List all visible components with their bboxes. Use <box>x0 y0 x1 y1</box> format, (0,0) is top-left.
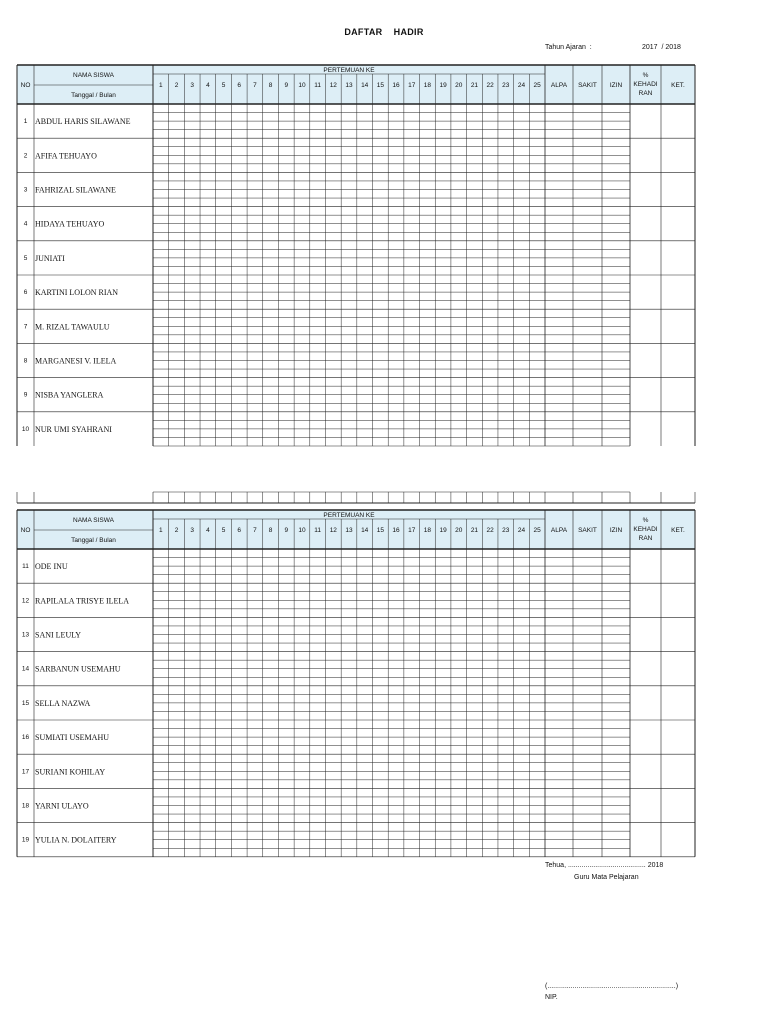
student-number: 9 <box>23 391 28 399</box>
student-number: 6 <box>23 289 28 297</box>
header-meeting-number: 14 <box>361 82 369 89</box>
header-meeting-number: 25 <box>533 527 541 534</box>
header-meeting-number: 12 <box>329 82 337 89</box>
header-meeting-number: 7 <box>253 82 257 89</box>
student-name: SUMIATI USEMAHU <box>35 733 110 743</box>
student-name: M. RIZAL TAWAULU <box>35 322 110 332</box>
attendance-table-1 <box>17 65 695 446</box>
attendance-table-2 <box>17 510 695 857</box>
student-name: YULIA N. DOLAITERY <box>35 835 117 845</box>
header-meeting-number: 4 <box>206 527 210 534</box>
header-meeting-number: 12 <box>329 527 337 534</box>
header-nama-siswa: NAMA SISWA <box>73 72 114 79</box>
student-name: FAHRIZAL SILAWANE <box>35 185 116 195</box>
student-number: 16 <box>21 734 30 742</box>
header-meeting-number: 17 <box>408 527 416 534</box>
header-meeting-number: 23 <box>502 82 510 89</box>
header-meeting-number: 13 <box>345 527 353 534</box>
header-meeting-number: 9 <box>284 527 289 534</box>
student-name: NUR UMI SYAHRANI <box>35 424 112 434</box>
student-name: HIDAYA TEHUAYO <box>35 219 105 229</box>
header-meeting-number: 1 <box>159 82 163 89</box>
student-number: 15 <box>21 699 30 707</box>
header-kehadiran-line2: KEHADI <box>633 526 658 533</box>
page-break-strip <box>17 492 695 503</box>
student-number: 13 <box>21 631 30 639</box>
student-number: 8 <box>23 357 28 365</box>
header-pertemuan-ke: PERTEMUAN KE <box>323 67 375 74</box>
student-number: 4 <box>23 220 28 228</box>
student-number: 17 <box>21 768 30 776</box>
header-meeting-number: 5 <box>221 82 226 89</box>
header-meeting-number: 13 <box>345 82 353 89</box>
header-kehadiran-line2: KEHADI <box>633 81 658 88</box>
header-meeting-number: 10 <box>298 527 306 534</box>
student-number: 3 <box>23 186 28 194</box>
header-meeting-number: 8 <box>268 82 273 89</box>
header-meeting-number: 4 <box>206 82 210 89</box>
header-tanggal-bulan: Tanggal / Bulan <box>71 92 116 99</box>
header-meeting-number: 24 <box>517 82 526 89</box>
header-meeting-number: 15 <box>376 82 384 89</box>
student-number: 5 <box>23 254 28 262</box>
header-meeting-number: 19 <box>439 82 447 89</box>
header-kehadiran-line3: RAN <box>638 90 653 97</box>
header-meeting-number: 11 <box>314 527 322 534</box>
student-number: 2 <box>23 152 28 160</box>
student-name: JUNIATI <box>35 253 65 263</box>
header-meeting-number: 24 <box>517 527 526 534</box>
student-number: 18 <box>21 802 30 810</box>
student-number: 12 <box>21 597 30 605</box>
student-name: YARNI ULAYO <box>35 801 89 811</box>
header-meeting-number: 22 <box>486 527 494 534</box>
header-kehadiran-percent: % <box>642 517 649 524</box>
teacher-role: Guru Mata Pelajaran <box>574 874 639 881</box>
student-number: 10 <box>21 425 30 433</box>
place-date: Tehua, ........................................ 2018 <box>545 862 664 869</box>
header-meeting-number: 22 <box>486 82 494 89</box>
header-izin: IZIN <box>609 82 623 89</box>
header-meeting-number: 23 <box>502 527 510 534</box>
student-number: 11 <box>22 563 29 571</box>
student-number: 7 <box>23 323 28 331</box>
header-kehadiran-percent: % <box>642 72 649 79</box>
student-name: SELLA NAZWA <box>35 698 91 708</box>
header-meeting-number: 3 <box>190 527 195 534</box>
header-meeting-number: 5 <box>221 527 226 534</box>
header-meeting-number: 25 <box>533 82 541 89</box>
tahun-ajaran-label: Tahun Ajaran : <box>545 44 592 51</box>
student-name: SANI LEULY <box>35 630 82 640</box>
header-meeting-number: 6 <box>237 82 242 89</box>
student-name: NISBA YANGLERA <box>35 390 104 400</box>
student-name: SARBANUN USEMAHU <box>35 664 121 674</box>
header-izin: IZIN <box>609 527 623 534</box>
nip-label: NIP. <box>545 994 558 1001</box>
header-meeting-number: 7 <box>253 527 257 534</box>
header-meeting-number: 3 <box>190 82 195 89</box>
header-nama-siswa: NAMA SISWA <box>73 517 114 524</box>
header-meeting-number: 6 <box>237 527 242 534</box>
header-no: NO <box>20 527 31 534</box>
header-meeting-number: 17 <box>408 82 416 89</box>
header-meeting-number: 21 <box>470 527 479 534</box>
header-kehadiran-line3: RAN <box>638 535 653 542</box>
header-meeting-number: 11 <box>314 82 322 89</box>
student-name: ODE INU <box>35 562 68 572</box>
header-ket: KET. <box>671 82 685 89</box>
header-meeting-number: 14 <box>361 527 369 534</box>
student-name: RAPILALA TRISYE ILELA <box>35 596 130 606</box>
header-meeting-number: 16 <box>392 527 400 534</box>
header-meeting-number: 20 <box>455 82 463 89</box>
header-sakit: SAKIT <box>578 527 597 534</box>
header-no: NO <box>20 82 31 89</box>
student-number: 19 <box>21 836 30 844</box>
header-meeting-number: 10 <box>298 82 306 89</box>
header-tanggal-bulan: Tanggal / Bulan <box>71 537 116 544</box>
header-alpa: ALPA <box>550 527 568 534</box>
header-meeting-number: 21 <box>470 82 479 89</box>
signature-line: (..................................................................) <box>545 983 679 990</box>
header-ket: KET. <box>671 527 685 534</box>
header-meeting-number: 8 <box>268 527 273 534</box>
header-meeting-number: 9 <box>284 82 289 89</box>
header-pertemuan-ke: PERTEMUAN KE <box>323 512 375 519</box>
student-number: 14 <box>21 665 30 673</box>
student-name: AFIFA TEHUAYO <box>35 151 97 161</box>
header-meeting-number: 19 <box>439 527 447 534</box>
header-meeting-number: 18 <box>423 527 432 534</box>
header-meeting-number: 15 <box>376 527 384 534</box>
header-meeting-number: 20 <box>455 527 463 534</box>
student-number: 1 <box>23 118 28 126</box>
header-meeting-number: 2 <box>174 527 179 534</box>
header-meeting-number: 16 <box>392 82 400 89</box>
page-title: DAFTAR HADIR <box>344 27 424 37</box>
student-name: KARTINI LOLON RIAN <box>35 288 119 298</box>
header-meeting-number: 1 <box>159 527 163 534</box>
header-alpa: ALPA <box>550 82 568 89</box>
tahun-ajaran-value: 2017 / 2018 <box>642 44 681 51</box>
header-meeting-number: 18 <box>423 82 432 89</box>
header-meeting-number: 2 <box>174 82 179 89</box>
header-sakit: SAKIT <box>578 82 597 89</box>
student-name: SURIANI KOHILAY <box>35 767 106 777</box>
student-name: ABDUL HARIS SILAWANE <box>35 117 131 127</box>
student-name: MARGANESI V. ILELA <box>35 356 117 366</box>
